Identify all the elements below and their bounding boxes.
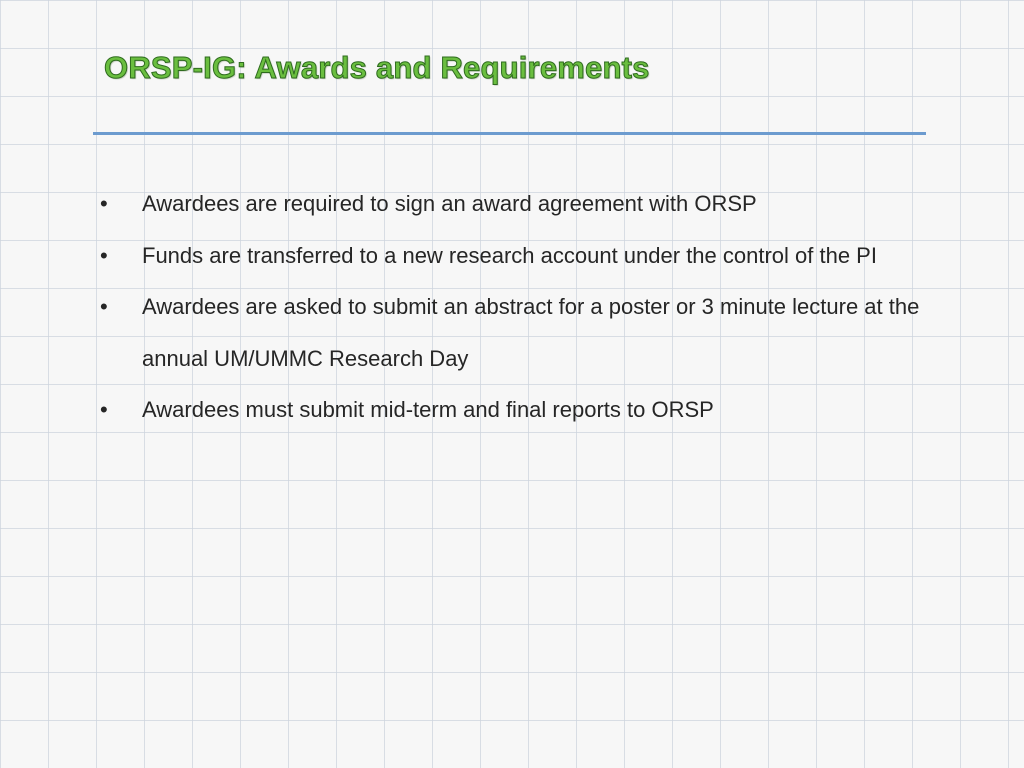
title-divider <box>93 132 926 135</box>
slide-title: ORSP-IG: Awards and Requirements <box>104 50 650 85</box>
bullet-icon: • <box>100 397 108 422</box>
bullet-item <box>100 281 950 384</box>
bullet-text: Awardees are required to sign an award agreement with ORSP <box>142 191 757 216</box>
bullet-text: Awardees are asked to submit an abstract for a poster or 3 minute lecture at the annual UM/UMMC Research Day <box>142 294 920 371</box>
bullet-item <box>100 178 950 230</box>
bullet-item <box>100 230 950 282</box>
bullet-icon: • <box>100 242 108 268</box>
bullet-list <box>100 178 950 436</box>
bullet-text: Awardees must submit mid-term and final reports to ORSP <box>142 397 714 422</box>
bullet-text: Funds are transferred to a new research account under the control of the PI <box>142 242 877 268</box>
bullet-icon: • <box>100 191 108 216</box>
bullet-icon: • <box>100 294 108 319</box>
bullet-item <box>100 384 950 436</box>
